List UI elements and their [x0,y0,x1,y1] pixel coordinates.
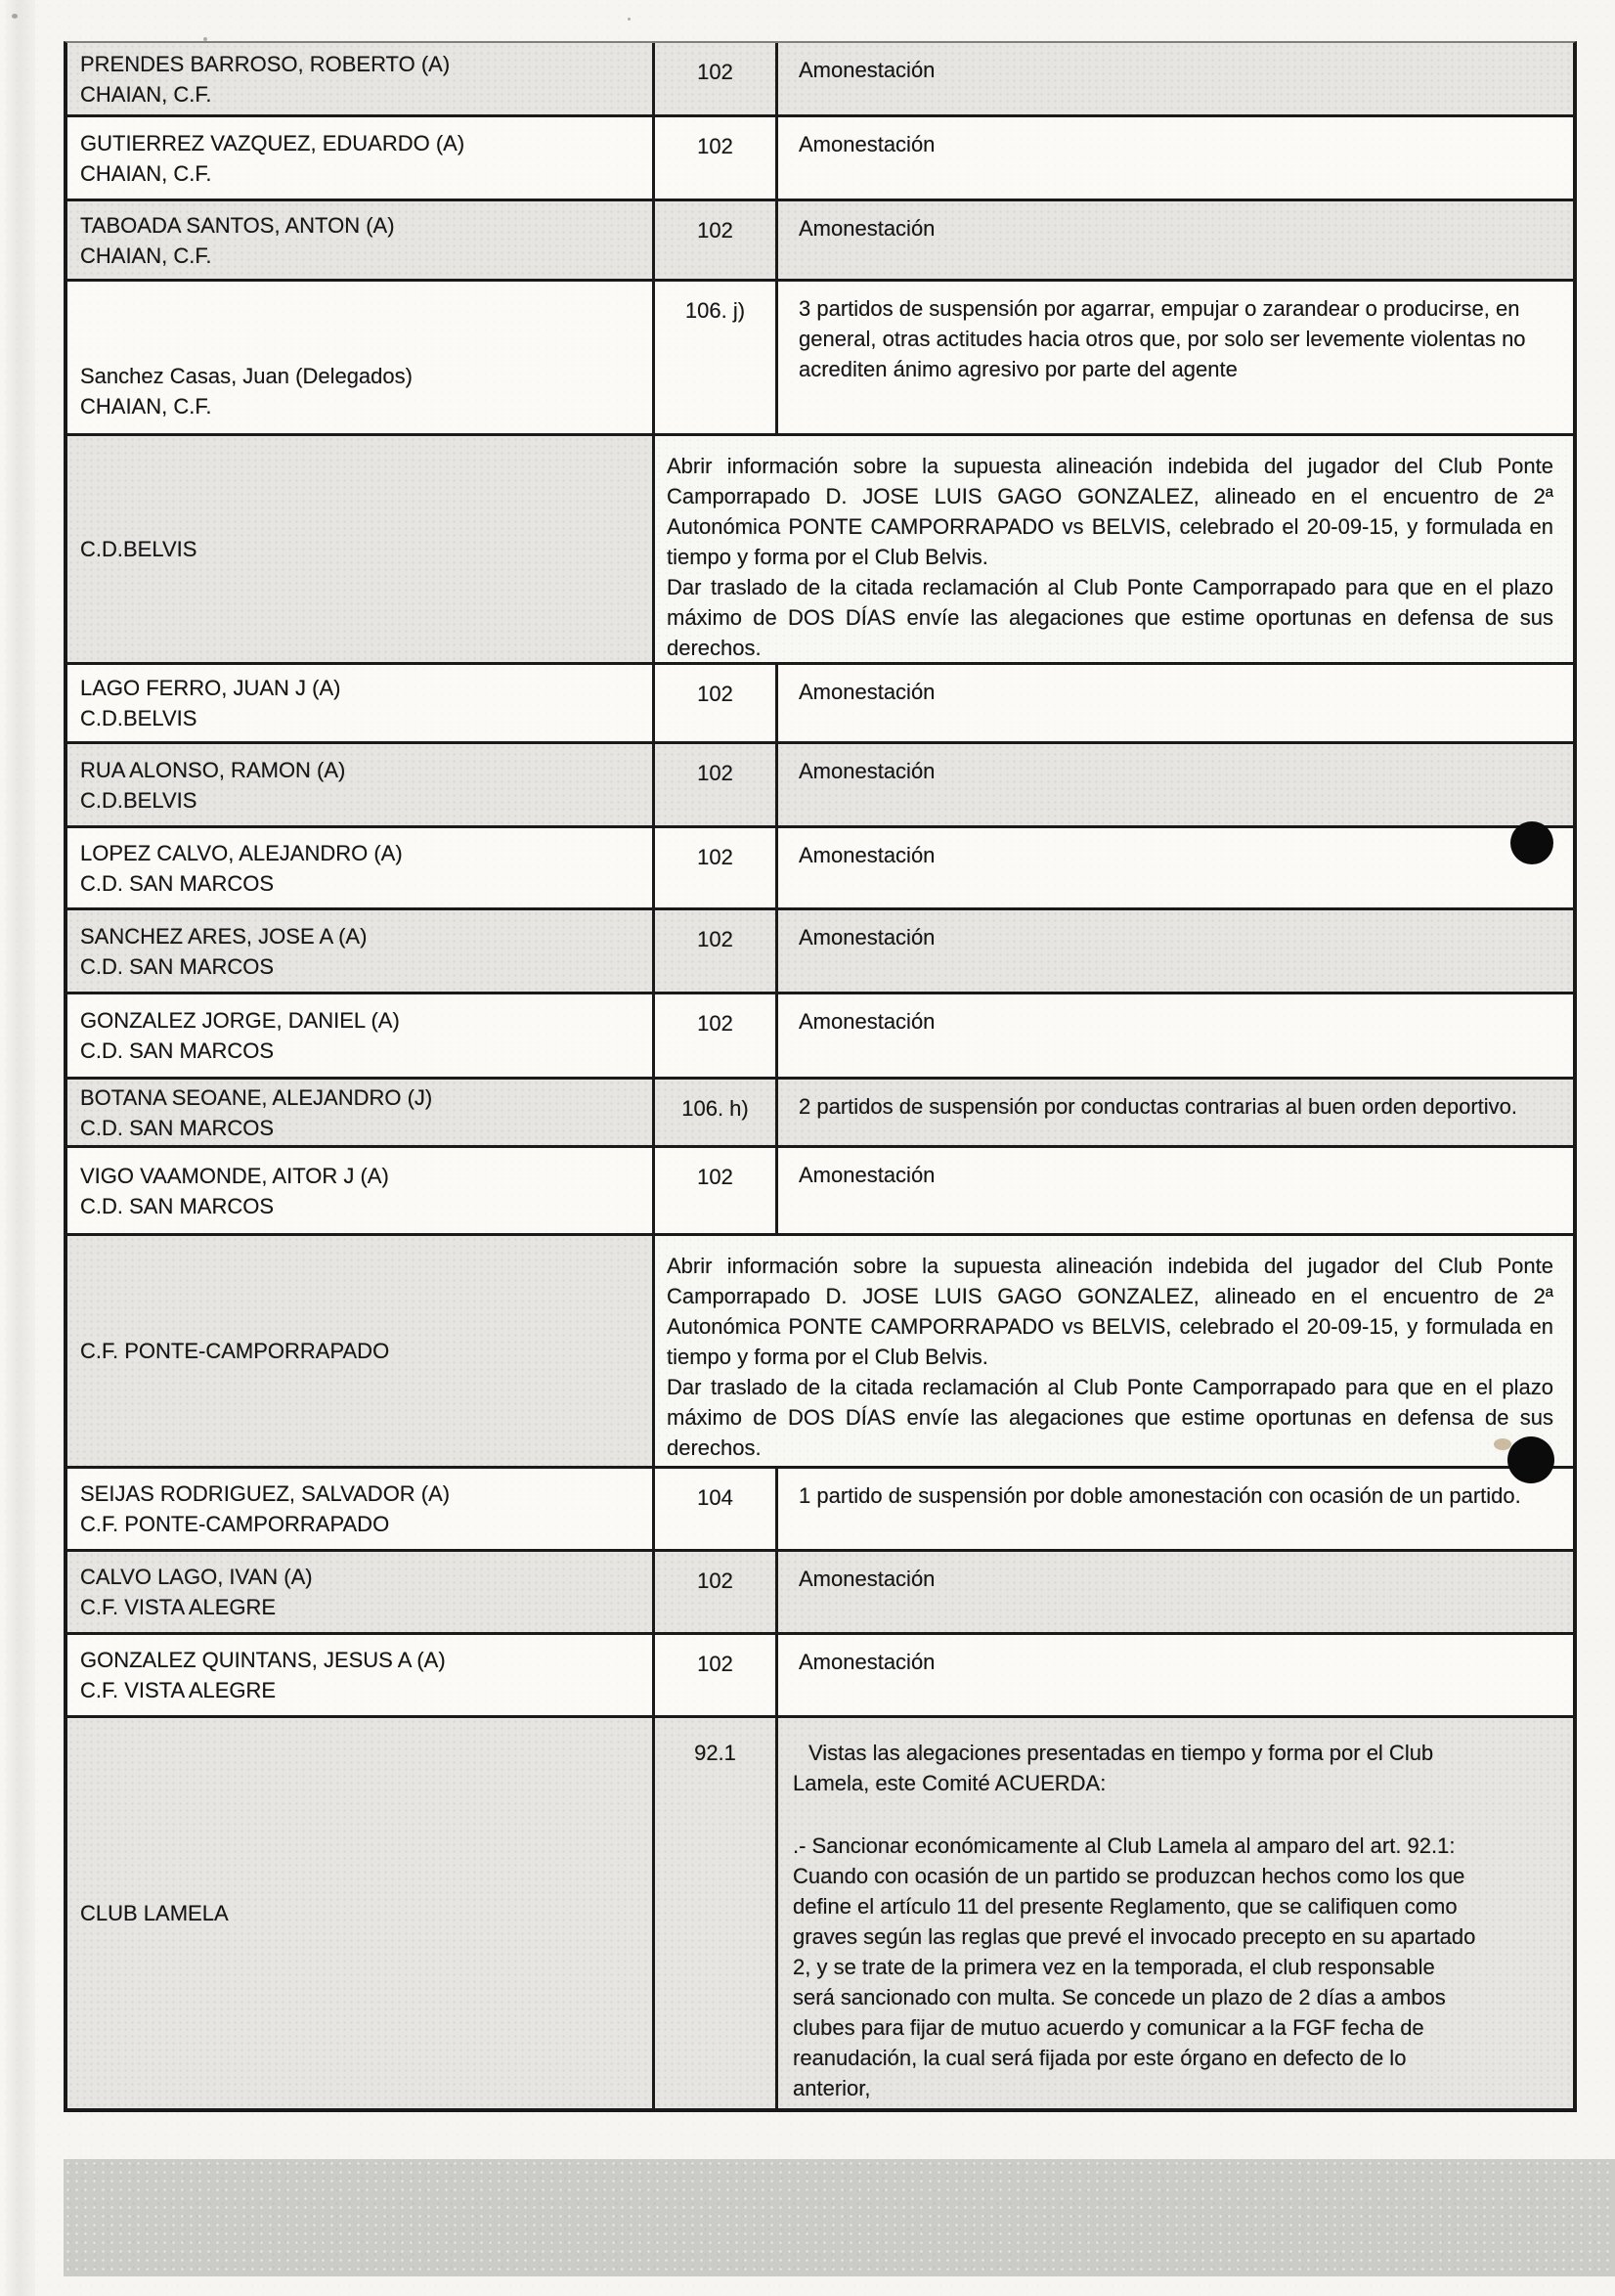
table-row [67,1077,1573,1145]
table-row [67,114,1573,199]
sanction-paragraph: Amonestación [799,1650,936,1674]
sanction-cell [778,1718,1573,2108]
article-code-cell [655,665,778,741]
article-code: 106. j) [684,298,746,323]
sanction-paragraph: 3 partidos de suspensión por agarrar, empujar o zarandear o producirse, en general, otras actitudes hacia otros que, por solo ser levemente violentas no acrediten ánimo agresivo por parte del agente [799,296,1526,381]
resolution-cell [655,1236,1573,1466]
table-row [67,662,1573,741]
scan-dot-artifact [1510,821,1553,864]
offender-club: C.D.BELVIS [80,706,197,730]
article-code: 102 [697,218,733,243]
offender-cell [67,117,655,199]
sanction-cell [778,665,1573,741]
article-code-cell [655,43,778,114]
sanction-paragraph: 1 partido de suspensión por doble amonestación con ocasión de un partido. [799,1483,1521,1508]
sanction-paragraph: Amonestación [799,1163,936,1187]
offender-cell [67,828,655,907]
offender-name: LOPEZ CALVO, ALEJANDRO (A) [80,840,403,865]
table-row [67,279,1573,433]
resolution-paragraph: Abrir información sobre la supuesta alineación indebida del jugador del Club Ponte Camporrapado D. JOSE LUIS GAGO GONZALEZ, alineado en el encuentro de 2ª Autonómica PONTE CAMPORRAPADO vs BELVIS, celebrado el 20-09-15, y formulada en tiempo y forma por el Club Belvis. [667,454,1553,569]
offender-name: RUA ALONSO, RAMON (A) [80,757,346,782]
sanction-paragraph: Amonestación [799,58,936,82]
article-code-cell [655,910,778,992]
offender-cell [67,1148,655,1233]
sanction-paragraph: 2 partidos de suspensión por conductas contrarias al buen orden deportivo. [799,1094,1518,1119]
sanctions-table [64,41,1577,2112]
sanction-cell [778,43,1573,114]
article-code-cell [655,1718,778,2108]
offender-club: C.D.BELVIS [80,537,197,561]
sanction-cell [778,744,1573,825]
sanction-cell [778,828,1573,907]
article-code: 102 [697,1652,733,1676]
table-row [67,1632,1573,1715]
sanction-paragraph: Amonestación [799,759,936,783]
offender-name: SANCHEZ ARES, JOSE A (A) [80,923,368,949]
article-code: 102 [697,1165,733,1189]
table-row-club-resolution [67,1715,1573,2108]
article-code-cell [655,1469,778,1549]
article-code-cell [655,117,778,199]
article-code-cell [655,1148,778,1233]
article-code: 102 [697,845,733,869]
sanction-cell [778,282,1573,433]
table-row-merged [67,433,1573,662]
article-code-cell [655,1080,778,1145]
table-row [67,1549,1573,1632]
article-code-cell [655,744,778,825]
offender-cell [67,282,655,433]
offender-cell [67,665,655,741]
article-code: 102 [697,1011,733,1036]
offender-club: CHAIAN, C.F. [80,243,212,268]
offender-club: C.F. VISTA ALEGRE [80,1678,277,1702]
offender-name: Sanchez Casas, Juan (Delegados) [80,364,413,388]
article-code-cell [655,994,778,1077]
offender-cell [67,43,655,114]
offender-name: GUTIERREZ VAZQUEZ, EDUARDO (A) [80,130,465,155]
offender-cell [67,1635,655,1715]
offender-cell [67,436,655,662]
offender-club: C.D.BELVIS [80,787,197,813]
offender-club: CLUB LAMELA [80,1901,229,1925]
offender-name: LAGO FERRO, JUAN J (A) [80,676,341,700]
offender-name: GONZALEZ JORGE, DANIEL (A) [80,1008,400,1033]
table-row [67,907,1573,992]
offender-cell [67,1469,655,1549]
scan-speck-artifact [628,18,631,21]
sanction-paragraph: Amonestación [799,1009,936,1034]
table-row [67,825,1573,907]
offender-club: C.F. PONTE-CAMPORRAPADO [80,1512,390,1536]
sanction-cell [778,1635,1573,1715]
offender-club: C.D. SAN MARCOS [80,953,275,979]
offender-name: VIGO VAAMONDE, AITOR J (A) [80,1163,389,1188]
offender-cell [67,910,655,992]
article-code: 106. h) [681,1096,749,1121]
offender-name: BOTANA SEOANE, ALEJANDRO (J) [80,1084,433,1110]
sanction-paragraph: Amonestación [799,216,936,241]
article-code-cell [655,282,778,433]
sanction-cell [778,994,1573,1077]
scan-dot-artifact [1507,1436,1554,1483]
article-code: 104 [697,1485,733,1510]
offender-name: CALVO LAGO, IVAN (A) [80,1565,313,1589]
sanction-paragraph: Amonestación [799,1567,936,1591]
resolution-paragraph: Abrir información sobre la supuesta alineación indebida del jugador del Club Ponte Camporrapado D. JOSE LUIS GAGO GONZALEZ, alineado en el encuentro de 2ª Autonómica PONTE CAMPORRAPADO vs BELVIS, celebrado el 20-09-15, y formulada en tiempo y forma por el Club Belvis. [667,1254,1553,1369]
offender-cell [67,1236,655,1466]
sanction-cell [778,117,1573,199]
sanction-paragraph: Amonestación [799,680,936,704]
offender-club: CHAIAN, C.F. [80,160,212,186]
offender-club: CHAIAN, C.F. [80,81,212,107]
sanction-paragraph: Vistas las alegaciones presentadas en tiempo y forma por el Club Lamela, este Comité ACUERDA: [793,1741,1434,1795]
scan-speck-artifact [12,14,18,19]
sanction-cell [778,1552,1573,1632]
article-code: 102 [697,761,733,785]
sanction-paragraph: Amonestación [799,132,936,156]
resolution-paragraph: Dar traslado de la citada reclamación al Club Ponte Camporrapado para que en el plazo máximo de DOS DÍAS envíe las alegaciones que estime oportunas en defensa de sus derechos. [667,1375,1553,1460]
offender-name: GONZALEZ QUINTANS, JESUS A (A) [80,1648,446,1672]
table-row [67,1466,1573,1549]
table-row [67,992,1573,1077]
sanction-cell [778,910,1573,992]
table-row [67,43,1573,114]
offender-name: TABOADA SANTOS, ANTON (A) [80,212,395,238]
sanction-paragraph: .- Sancionar económicamente al Club Lamela al amparo del art. 92.1: Cuando con ocasión de un partido se produzcan hechos como los que define el artículo 11 del presente Reglamento, que se califiquen como graves según las reglas que prevé el invocado precepto en su apartado 2, y se trate de la primera vez en la temporada, el club responsable será sancionado con multa. Se concede un plazo de 2 días a ambos clubes para fijar de mutuo acuerdo y comunicar a la FGF fecha de reanudación, la cual será fijada por este órgano en defecto de lo anterior, [793,1833,1476,2100]
article-code: 92.1 [694,1741,736,1765]
article-code: 102 [697,1568,733,1593]
table-row [67,741,1573,825]
article-code-cell [655,828,778,907]
sanction-paragraph: Amonestación [799,925,936,949]
scanner-streak-artifact [6,0,35,2296]
offender-club: C.D. SAN MARCOS [80,1115,275,1140]
offender-club: C.F. VISTA ALEGRE [80,1595,277,1619]
bottom-scan-band [64,2159,1615,2276]
sanction-cell [778,1148,1573,1233]
offender-club: C.D. SAN MARCOS [80,870,275,896]
sanction-cell [778,1469,1573,1549]
table-row [67,1145,1573,1233]
article-code: 102 [697,134,733,158]
article-code-cell [655,1552,778,1632]
sanction-cell [778,1080,1573,1145]
offender-cell [67,744,655,825]
resolution-cell [655,436,1573,662]
offender-club: C.F. PONTE-CAMPORRAPADO [80,1339,390,1363]
sanction-cell [778,201,1573,279]
table-row [67,199,1573,279]
article-code-cell [655,201,778,279]
article-code: 102 [697,927,733,951]
article-code: 102 [697,60,733,84]
offender-name: PRENDES BARROSO, ROBERTO (A) [80,51,451,76]
offender-club: C.D. SAN MARCOS [80,1038,275,1063]
offender-club: C.D. SAN MARCOS [80,1193,275,1218]
offender-cell [67,201,655,279]
offender-cell [67,994,655,1077]
resolution-paragraph: Dar traslado de la citada reclamación al Club Ponte Camporrapado para que en el plazo máximo de DOS DÍAS envíe las alegaciones que estime oportunas en defensa de sus derechos. [667,575,1553,660]
offender-cell [67,1552,655,1632]
offender-club: CHAIAN, C.F. [80,394,212,419]
offender-cell [67,1718,655,2108]
article-code-cell [655,1635,778,1715]
table-row-merged [67,1233,1573,1466]
offender-cell [67,1080,655,1145]
sanction-paragraph: Amonestación [799,843,936,867]
offender-name: SEIJAS RODRIGUEZ, SALVADOR (A) [80,1481,451,1506]
article-code: 102 [697,682,733,706]
